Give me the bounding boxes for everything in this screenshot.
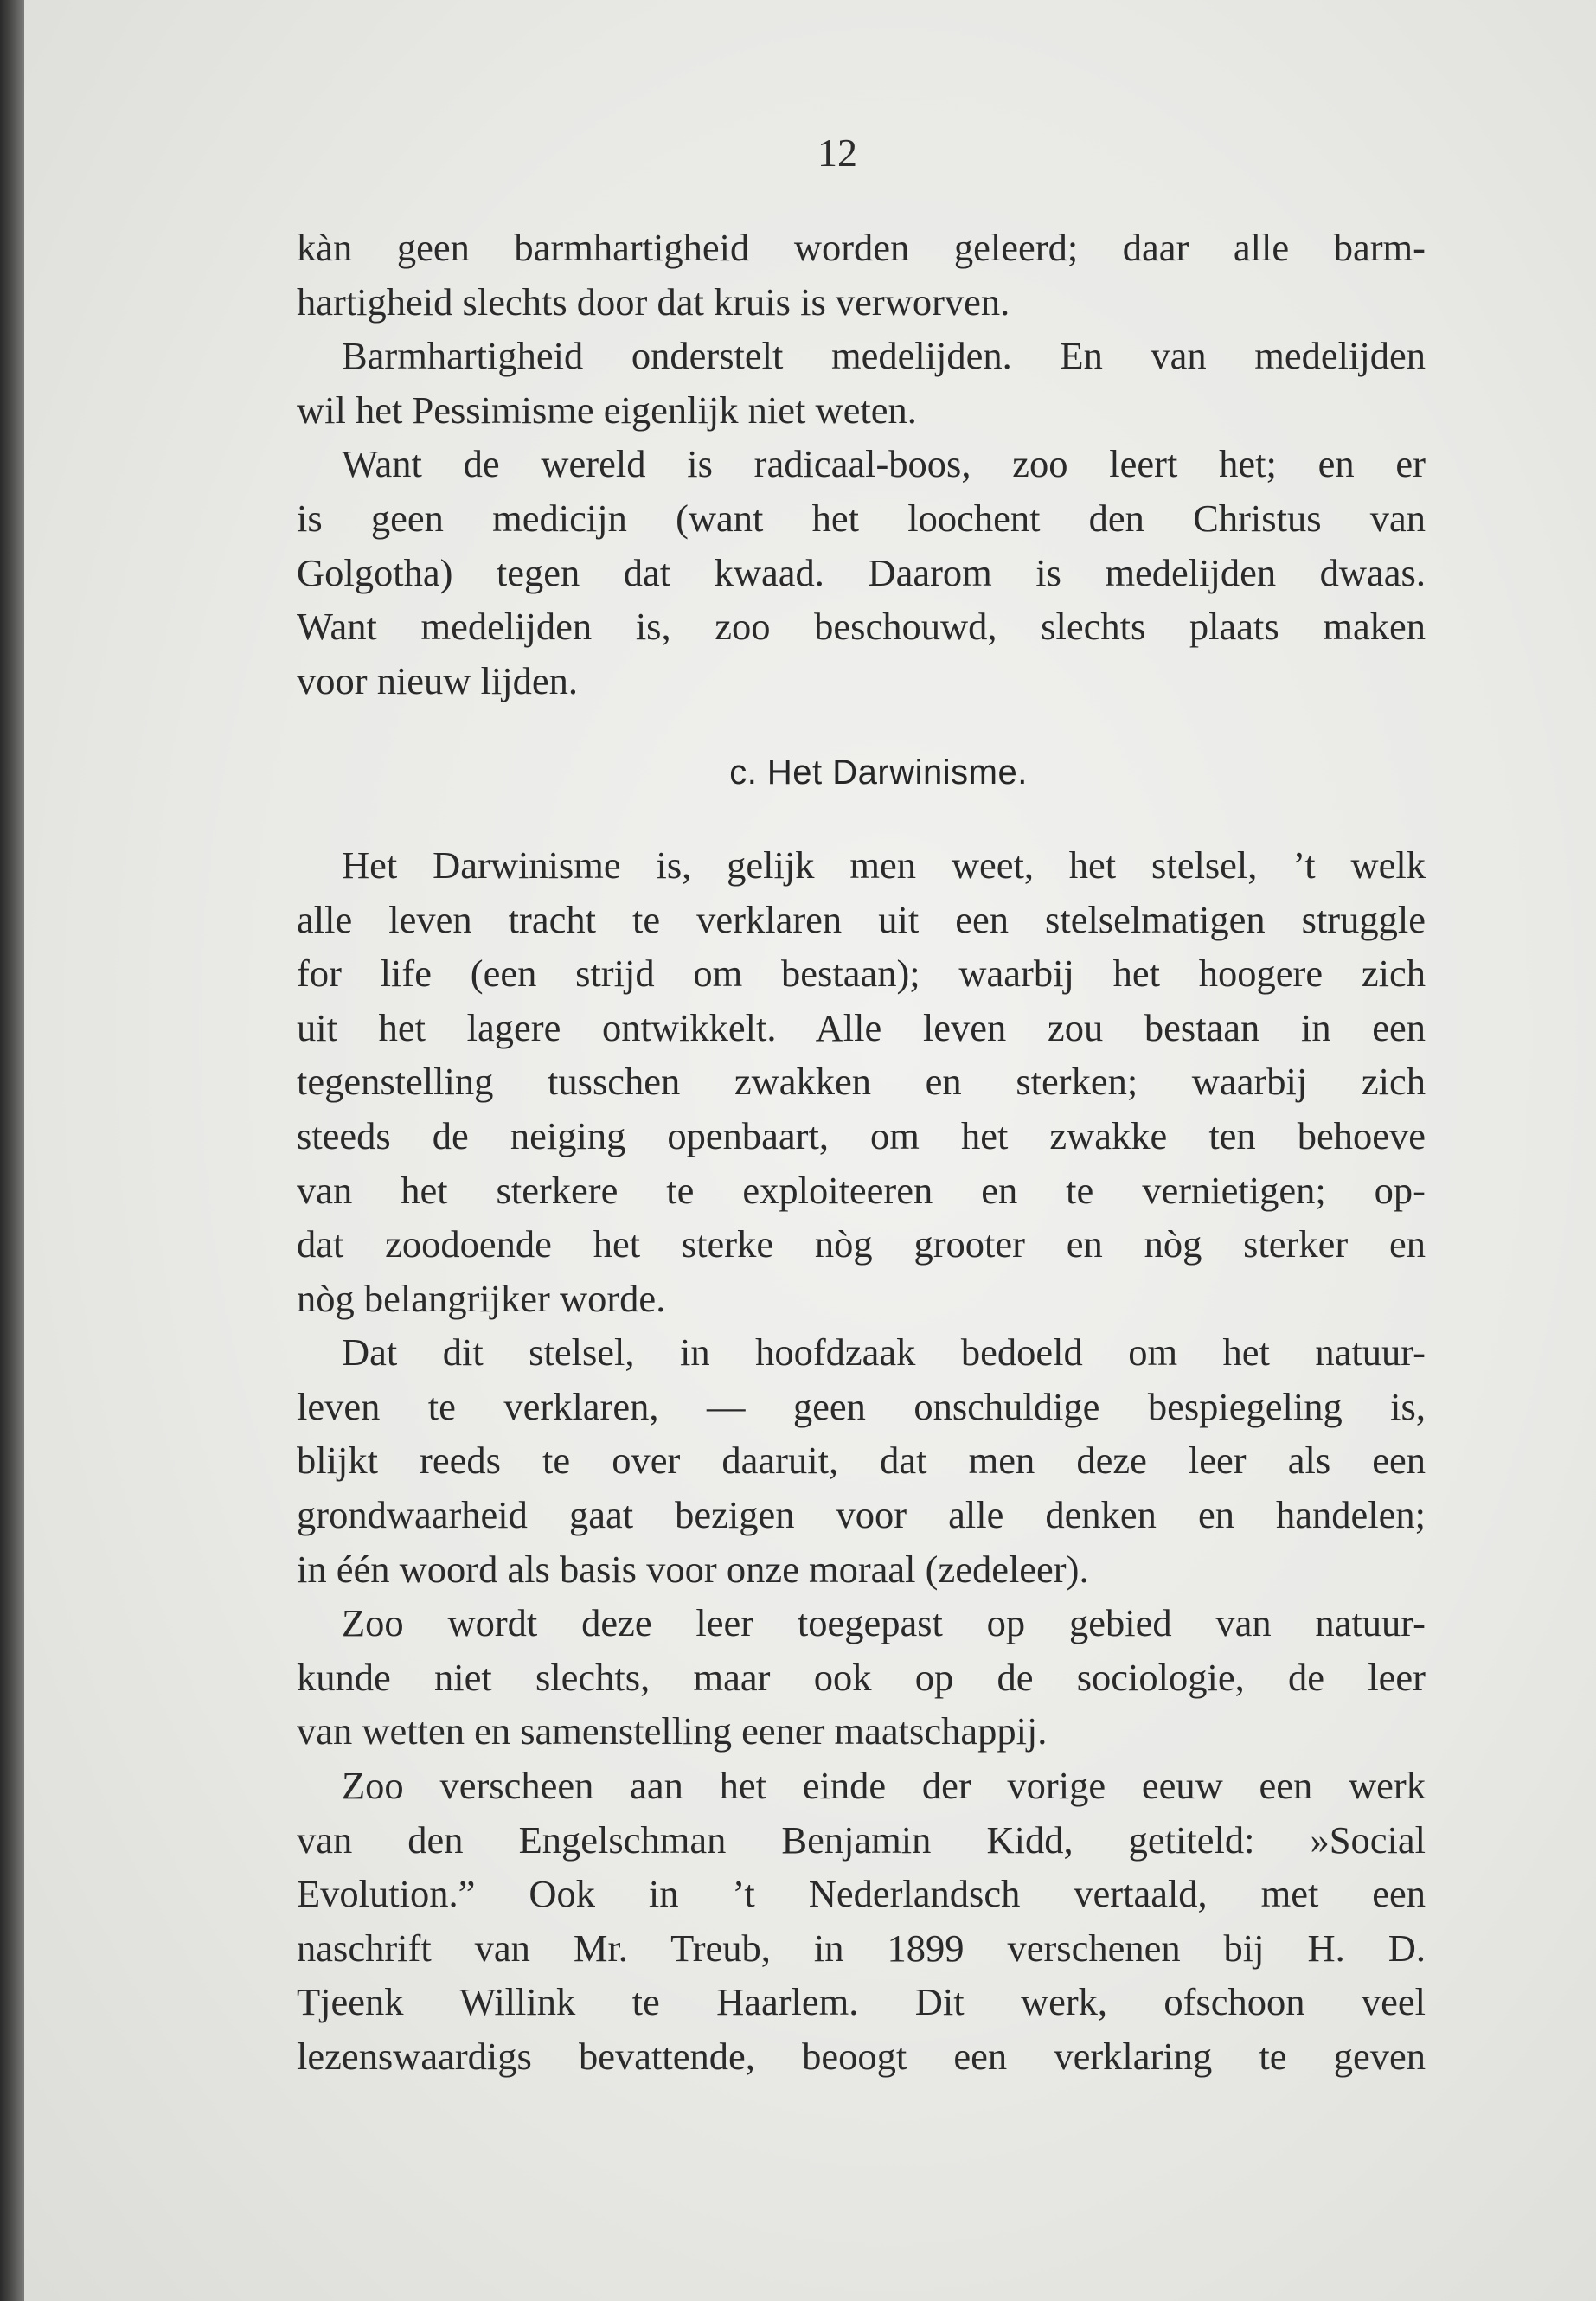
text-line: Want de wereld is radicaal-boos, zoo leert het; en er xyxy=(342,442,1426,486)
text-line: naschrift van Mr. Treub, in 1899 verschenen bij H. D. xyxy=(297,1926,1426,1970)
text-line: Evolution.” Ook in ’t Nederlandsch vertaald, met een xyxy=(297,1872,1426,1916)
page-number: 12 xyxy=(817,131,857,175)
text-line: Zoo wordt deze leer toegepast op gebied van natuur- xyxy=(342,1601,1426,1645)
text-line: van den Engelschman Benjamin Kidd, getiteld: »Social xyxy=(297,1817,1426,1862)
text-line: hartigheid slechts door dat kruis is verworven. xyxy=(297,279,1010,324)
text-line: Tjeenk Willink te Haarlem. Dit werk, ofschoon veel xyxy=(297,1980,1426,2024)
paragraph xyxy=(297,838,1426,1325)
text-line: dat zoodoende het sterke nòg grooter en nòg sterker en xyxy=(297,1222,1426,1266)
text-line: Het Darwinisme is, gelijk men weet, het stelsel, ’t welk xyxy=(342,843,1426,887)
text-line: nòg belangrijker worde. xyxy=(297,1276,666,1320)
text-line: blijkt reeds te over daaruit, dat men deze leer als een xyxy=(297,1439,1426,1483)
text-line: grondwaarheid gaat bezigen voor alle denken en handelen; xyxy=(297,1493,1426,1537)
text-line: kunde niet slechts, maar ook op de sociologie, de leer xyxy=(297,1655,1426,1699)
paragraph xyxy=(297,1759,1426,2084)
text-line: tegenstelling tusschen zwakken en sterken; waarbij zich xyxy=(297,1060,1426,1104)
text-line: Barmhartigheid onderstelt medelijden. En van medelijden xyxy=(342,334,1426,378)
text-line: lezenswaardigs bevattende, beoogt een verklaring te geven xyxy=(297,2035,1426,2078)
text-line: uit het lagere ontwikkelt. Alle leven zou bestaan in een xyxy=(297,1005,1426,1049)
body-text xyxy=(297,221,1426,2084)
paragraph xyxy=(297,1596,1426,1759)
paragraph xyxy=(297,329,1426,437)
text-line: van wetten en samenstelling eener maatschappij. xyxy=(297,1709,1048,1753)
text-line: van het sterkere te exploiteeren en te vernietigen; op- xyxy=(297,1168,1426,1212)
book-page xyxy=(24,0,1596,2301)
paragraph xyxy=(297,437,1426,708)
text-line: alle leven tracht te verklaren uit een stelselmatigen struggle xyxy=(297,897,1426,941)
text-line: Want medelijden is, zoo beschouwd, slechts plaats maken xyxy=(297,605,1426,649)
text-line: Zoo verscheen aan het einde der vorige eeuw een werk xyxy=(342,1764,1426,1808)
text-line: for life (een strijd om bestaan); waarbij het hoogere zich xyxy=(297,952,1426,996)
section-heading: c. Het Darwinisme. xyxy=(729,753,1028,792)
text-line: Dat dit stelsel, in hoofdzaak bedoeld om het natuur- xyxy=(342,1330,1426,1375)
text-line: wil het Pessimisme eigenlijk niet weten. xyxy=(297,388,917,432)
text-line: is geen medicijn (want het loochent den Christus van xyxy=(297,496,1426,540)
text-line: in één woord als basis voor onze moraal (zedeleer). xyxy=(297,1547,1089,1591)
scan-binding-edge xyxy=(0,0,24,2301)
text-line: voor nieuw lijden. xyxy=(297,658,579,702)
text-line: Golgotha) tegen dat kwaad. Daarom is medelijden dwaas. xyxy=(297,550,1426,594)
paragraph xyxy=(297,1325,1426,1596)
text-line: leven te verklaren, — geen onschuldige bespiegeling is, xyxy=(297,1384,1426,1428)
paragraph xyxy=(297,221,1426,329)
text-line: steeds de neiging openbaart, om het zwakke ten behoeve xyxy=(297,1113,1426,1157)
text-line: kàn geen barmhartigheid worden geleerd; daar alle barm- xyxy=(297,226,1426,269)
